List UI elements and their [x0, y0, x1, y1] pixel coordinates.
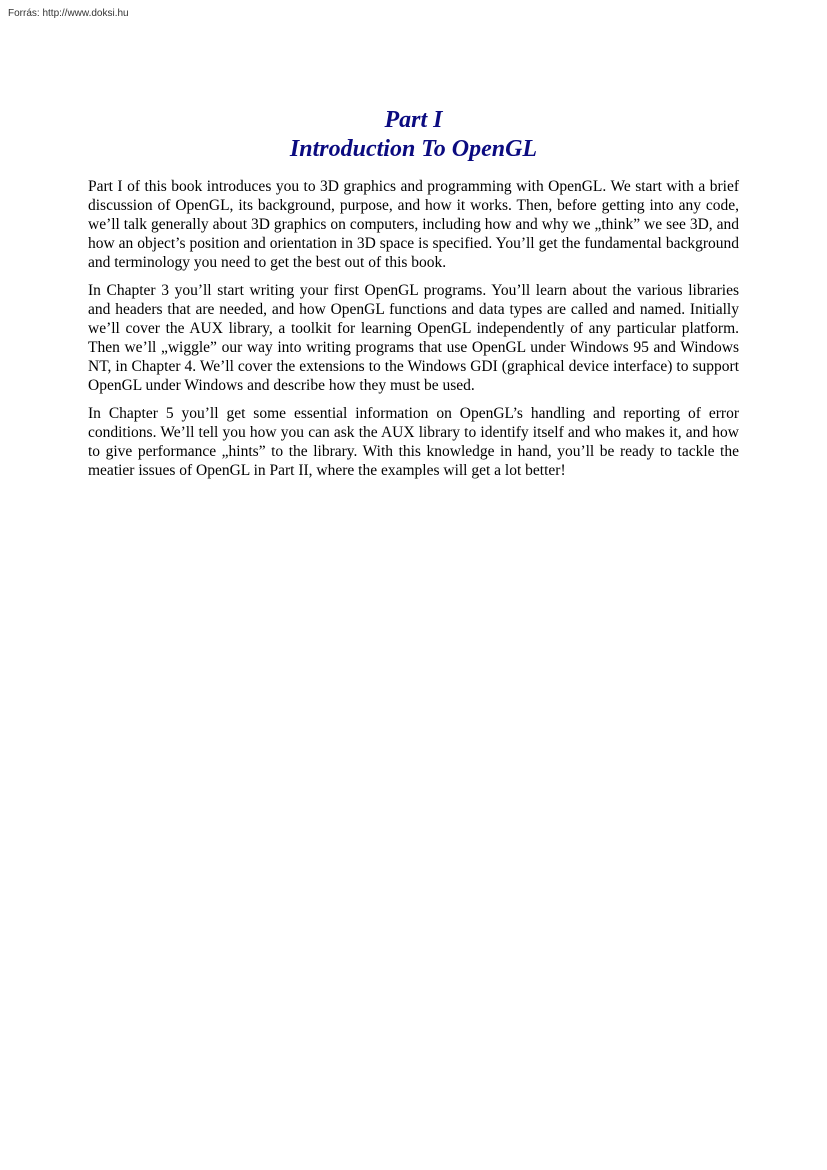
page-title: Introduction To OpenGL	[289, 136, 538, 162]
source-attribution: Forrás: http://www.doksi.hu	[8, 8, 129, 19]
part-heading	[0, 106, 827, 164]
part-label: Part I	[384, 107, 443, 133]
body-text	[88, 177, 739, 489]
paragraph: In Chapter 3 you’ll start writing your first OpenGL programs. You’ll learn about the various libraries and headers that are needed, and how OpenGL functions and data types are called and named. Initially we’ll cover the AUX library, a toolkit for learning OpenGL independently of any particular platform. Then we’ll „wiggle” our way into writing programs that use OpenGL under Windows 95 and Windows NT, in Chapter 4. We’ll cover the extensions to the Windows GDI (graphical device interface) to support OpenGL under Windows and describe how they must be used.	[88, 282, 739, 394]
paragraph: In Chapter 5 you’ll get some essential information on OpenGL’s handling and reporting of error conditions. We’ll tell you how you can ask the AUX library to identify itself and who makes it, and how to give performance „hints” to the library. With this knowledge in hand, you’ll be ready to tackle the meatier issues of OpenGL in Part II, where the examples will get a lot better!	[88, 405, 739, 479]
paragraph: Part I of this book introduces you to 3D graphics and programming with OpenGL. We start with a brief discussion of OpenGL, its background, purpose, and how it works. Then, before getting into any code, we’ll talk generally about 3D graphics on computers, including how and why we „think” we see 3D, and how an object’s position and orientation in 3D space is specified. You’ll get the fundamental background and terminology you need to get the best out of this book.	[88, 178, 739, 271]
